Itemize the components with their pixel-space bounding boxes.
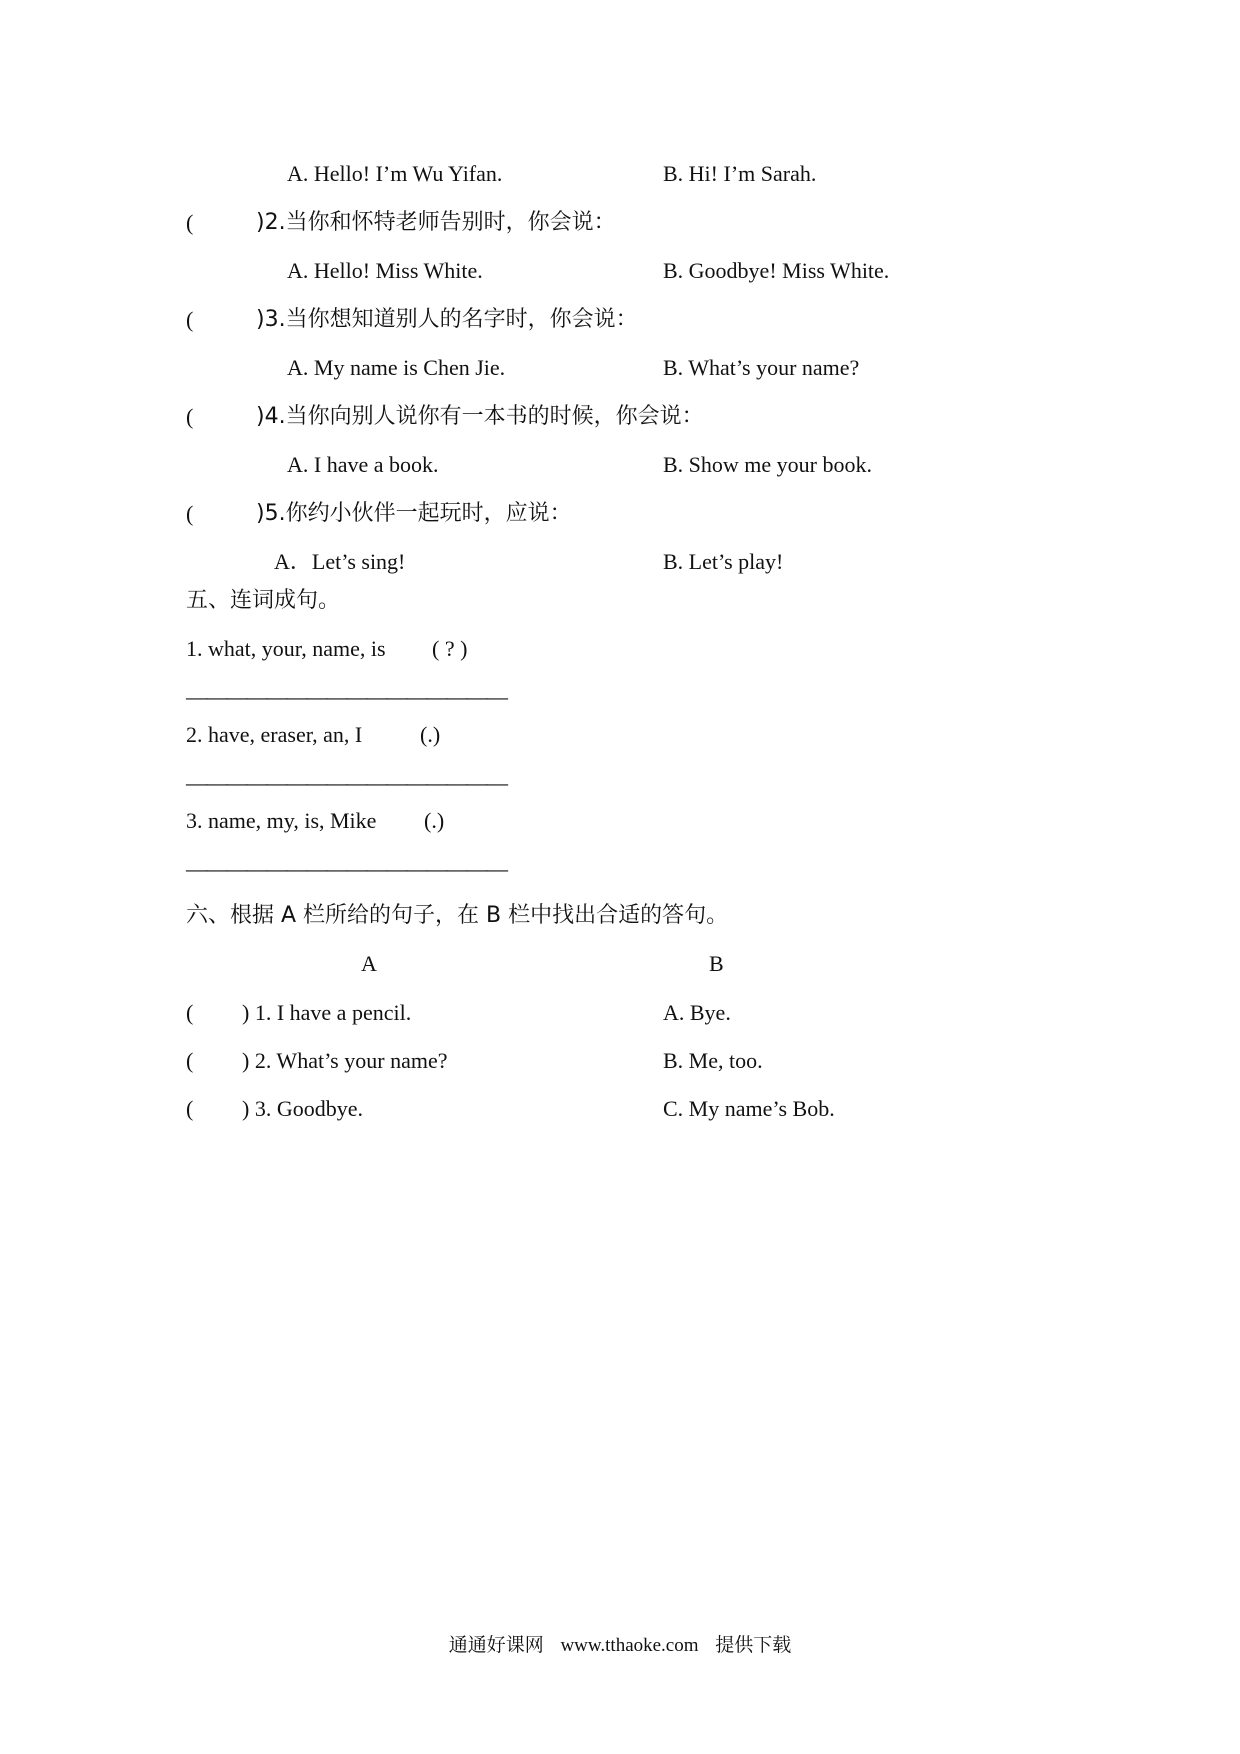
option-a: A. My name is Chen Jie. [287, 355, 506, 380]
sentence-a: ) 3. Goodbye. [242, 1096, 363, 1121]
sentence-a: ) 1. I have a pencil. [242, 1000, 412, 1025]
q1-option-a: A. Hello! I’m Wu Yifan. [287, 161, 503, 186]
footer-url[interactable]: www.tthaoke.com [560, 1635, 699, 1656]
answer-paren: ( [186, 404, 194, 429]
footer-site-name: 通通好课网 [448, 1634, 544, 1656]
option-b: B. Show me your book. [663, 452, 872, 477]
answer-line: ———————————————— [186, 856, 506, 881]
question-text: )2.当你和怀特老师告别时，你会说： [256, 210, 616, 235]
column-a-header: A [361, 951, 377, 976]
reply-b: C. My name’s Bob. [663, 1096, 835, 1121]
answer-paren: ( [186, 501, 194, 526]
punctuation-hint: (.) [420, 722, 441, 747]
reply-b: A. Bye. [663, 1000, 731, 1025]
column-b-header: B [709, 951, 724, 976]
word-list: 1. what, your, name, is [186, 636, 386, 661]
answer-paren: ( [186, 210, 194, 235]
footer-suffix: 提供下载 [715, 1634, 792, 1656]
option-b: B. What’s your name? [663, 355, 860, 380]
question-text: )3.当你想知道别人的名字时，你会说： [256, 307, 638, 332]
answer-line: ———————————————— [186, 684, 506, 709]
sentence-a: ) 2. What’s your name? [242, 1048, 448, 1073]
question-text: )5.你约小伙伴一起玩时，应说： [256, 501, 572, 526]
option-a: A. Hello! Miss White. [287, 258, 483, 283]
option-b: B. Goodbye! Miss White. [663, 258, 890, 283]
answer-paren: ( [186, 1048, 194, 1073]
page-footer [0, 1630, 1240, 1657]
q1-option-b: B. Hi! I’m Sarah. [663, 161, 817, 186]
word-list: 3. name, my, is, Mike [186, 808, 377, 833]
section-5-title: 五、连词成句。 [186, 588, 341, 613]
word-list: 2. have, eraser, an, I [186, 722, 363, 747]
option-b: B. Let’s play! [663, 549, 784, 574]
answer-paren: ( [186, 1096, 194, 1121]
section-6-title: 六、根据 A 栏所给的句子，在 B 栏中找出合适的答句。 [186, 903, 729, 928]
answer-paren: ( [186, 307, 194, 332]
punctuation-hint: (.) [424, 808, 445, 833]
option-a: A．Let’s sing! [274, 549, 406, 574]
answer-line: ———————————————— [186, 770, 506, 795]
question-text: )4.当你向别人说你有一本书的时候，你会说： [256, 404, 704, 429]
option-a: A. I have a book. [287, 452, 439, 477]
punctuation-hint: ( ? ) [432, 636, 468, 661]
reply-b: B. Me, too. [663, 1048, 763, 1073]
answer-paren: ( [186, 1000, 194, 1025]
